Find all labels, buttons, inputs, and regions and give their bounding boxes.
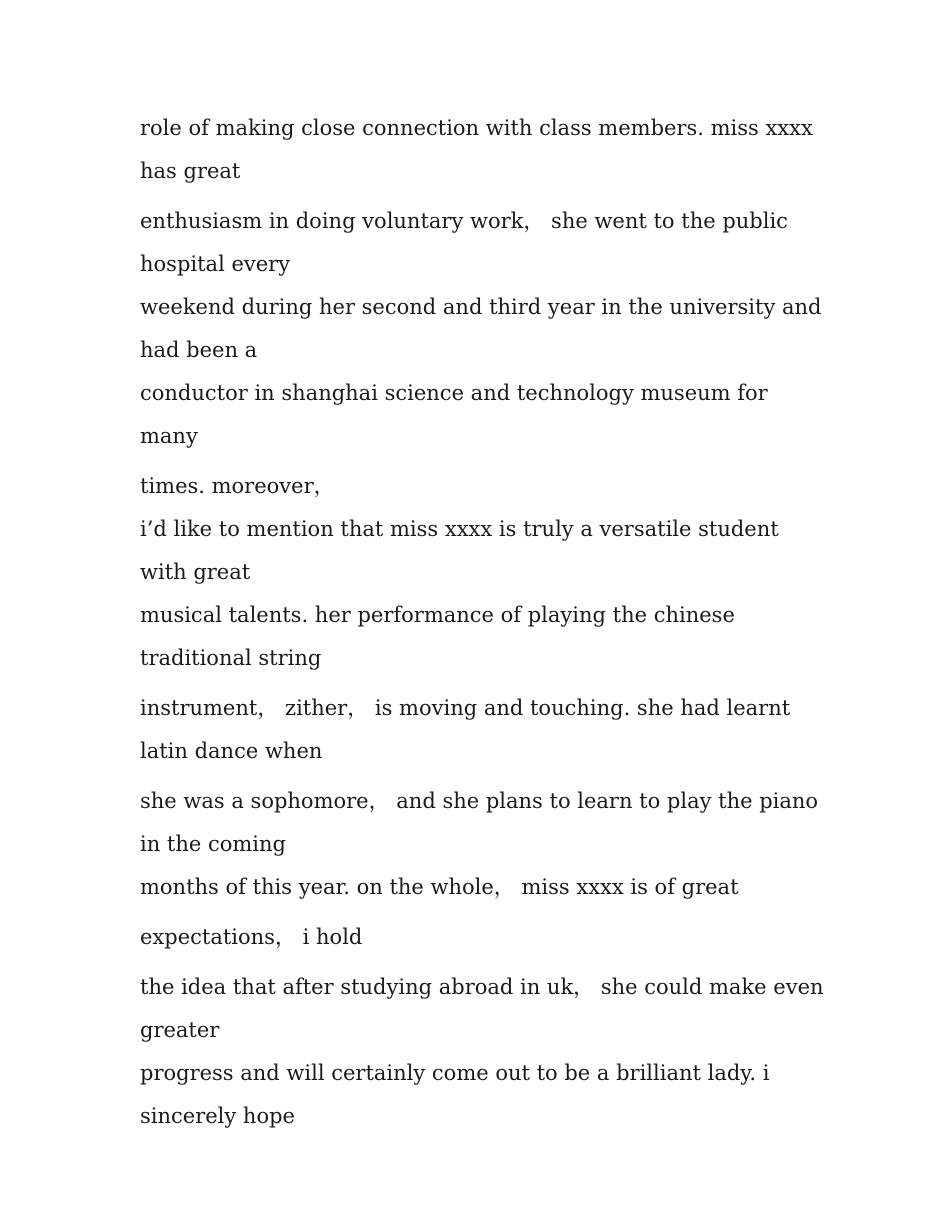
paragraph: expectations， i hold <box>140 925 363 949</box>
paragraph: musical talents. her performance of playing the chinese traditional string <box>140 603 735 670</box>
paragraph: enthusiasm in doing voluntary work， she went to the public hospital every <box>140 209 788 276</box>
paragraph: she was a sophomore， and she plans to learn to play the piano in the coming <box>140 789 819 856</box>
letter-body <box>140 107 830 1138</box>
paragraph: weekend during her second and third year in the university and had been a <box>140 295 822 362</box>
paragraph: i’d like to mention that miss xxxx is truly a versatile student with great <box>140 517 779 584</box>
paragraph: times. moreover， <box>140 474 335 498</box>
paragraph: months of this year. on the whole， miss xxxx is of great <box>140 875 739 899</box>
paragraph: the idea that after studying abroad in uk， she could make even greater <box>140 975 824 1042</box>
paragraph: conductor in shanghai science and technology museum for many <box>140 381 768 448</box>
paragraph: instrument， zither， is moving and touching. she had learnt latin dance when <box>140 696 791 763</box>
paragraph: progress and will certainly come out to be a brilliant lady. i sincerely hope <box>140 1061 770 1128</box>
paragraph: role of making close connection with class members. miss xxxx has great <box>140 116 813 183</box>
